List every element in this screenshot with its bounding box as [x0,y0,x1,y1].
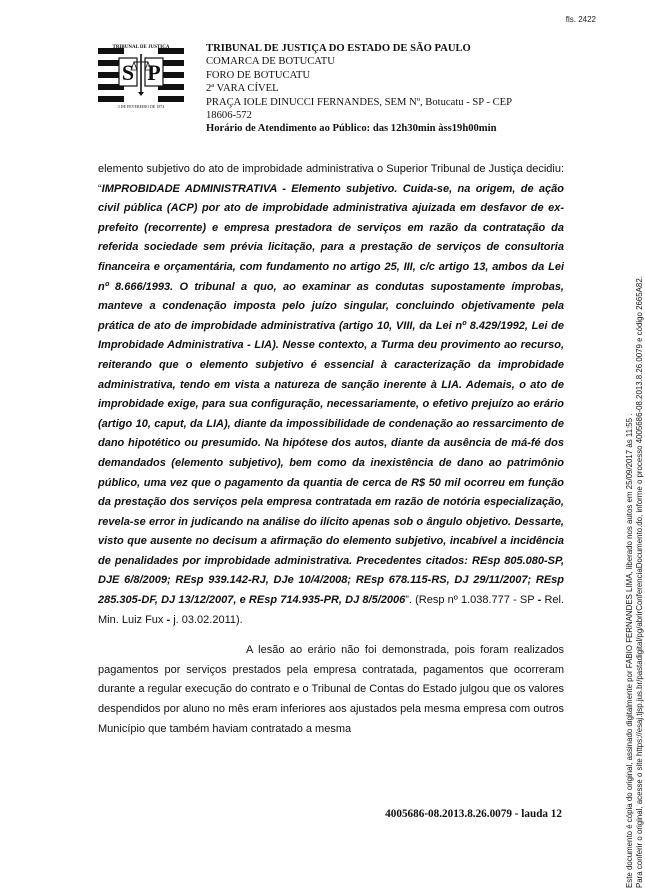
document-body [98,160,564,739]
address-line-2: 18606-572 [206,110,252,122]
citation-part-1: ”. (Resp nº 1.038.777 - SP [405,594,538,607]
citation-dash-1: - [537,594,542,607]
paragraph-2: A lesão ao erário não foi demonstrada, pois foram realizados pagamentos por serviços prestados pela empresa contratada, pagamentos que ocorreram durante a regular execução do contrato e o Tribunal de Contas do Estado julgou que os valores despendidos por aluno no mês eram inferiores aos ajustados pela mesma empresa com outros Município que também haviam contratado a mesma [98,644,564,735]
seal-letter-left: S [121,60,135,85]
office-hours: Horário de Atendimento ao Público: das 12h30min àss19h00min [206,123,497,135]
citation-part-2: Rel. Min. Luiz Fux [98,594,565,626]
court-seal-icon [98,42,184,114]
seal-letter-right: P [147,60,161,85]
page-number: fls. 2422 [565,15,596,24]
quoted-decision: IMPROBIDADE ADMINISTRATIVA - Elemento subjetivo. Cuida-se, na origem, de ação civil pública (ACP) por ato de improbidade administrativa ajuizada em desfavor de ex-prefeito (recorrente) e empresa prestadora de serviços em razão da contratação da referida sociedade sem prévia licitação, para a prestação de serviços de consultoria financeira e orçamentária, com fundamento no artigo 25, III, c/c artigo 13, ambos da Lei nº 8.666/1993. O tribunal a quo, ao examinar as condutas supostamente ímprobas, manteve a condenação imposta pelo juízo singular, concluindo objetivamente pela prática de ato de improbidade administrativa (artigo 10, VIII, da Lei nº 8.429/1992, Lei de Improbidade Administrativa - LIA). Nesse contexto, a Turma deu provimento ao recurso, reiterando que o elemento subjetivo é essencial à caracterização da improbidade administrativa, tendo em vista a natureza de sanção inerente à LIA. Ademais, o ato de improbidade exige, para sua configuração, necessariamente, o efetivo prejuízo ao erário (artigo 10, caput, da LIA), diante da impossibilidade de condenação ao ressarcimento de dano hipotético ou presumido. Na hipótese dos autos, diante da ausência de má-fé dos demandados (elemento subjetivo), bem como da inexistência de dano ao patrimônio público, uma vez que o pagamento da quantia de cerca de R$ 50 mil ocorreu em função da prestação dos serviços pela empresa contratada em razão de notória especialização, revela-se error in judicando na análise do ilícito apenas sob o ângulo objetivo. Dessarte, visto que ausente no decisum a afirmação do elemento subjetivo, incabível a incidência de penalidades por improbidade administrativa. Precedentes citados: REsp 805.080-SP, DJE 6/8/2009; REsp 939.142-RJ, DJe 10/4/2008; REsp 678.115-RS, DJ 29/11/2007; REsp 285.305-DF, DJ 13/12/2007, e REsp 714.935-PR, DJ 8/5/2006 [98,182,564,607]
citation-part-3: j. 03.02.2011). [170,613,243,626]
header-text-block [206,42,512,136]
signature-line-1: Este documento é cópia do original, assinado digitalmente por FABIO FERNANDES LIMA, liberado nos autos em 25/09/2017 às 11:55 . [625,413,634,888]
vara-name: 2ª VARA CÍVEL [206,83,279,95]
comarca-name: COMARCA DE BOTUCATU [206,56,335,68]
foro-name: FORO DE BOTUCATU [206,69,311,81]
seal-date-text: 3 DE FEVEREIRO DE 1874 [117,104,165,109]
paragraph-1 [98,160,564,630]
digital-signature-notice [625,8,645,888]
court-name: TRIBUNAL DE JUSTIÇA DO ESTADO DE SÃO PAULO [206,43,471,54]
citation-dash-2: - [166,613,171,626]
address-line-1: PRAÇA IOLE DINUCCI FERNANDES, SEM Nº, Botucatu - SP - CEP [206,96,513,108]
seal-top-text: TRIBUNAL DE JUSTIÇA [112,45,170,50]
intro-text: elemento subjetivo do ato de improbidade administrativa o Superior Tribunal de Justiça decidiu: “ [98,163,564,195]
document-header [98,42,568,152]
page-footer: 4005686-08.2013.8.26.0079 - lauda 12 [385,808,562,820]
signature-line-2: Para conferir o original, acesse o site https://esaj.tjsp.jus.br/pastadigital/pg/abrirConferenciaDocumento.do, informe o processo 4005686-08.2013.8.26.0079 e código 2665A82. [635,276,644,888]
